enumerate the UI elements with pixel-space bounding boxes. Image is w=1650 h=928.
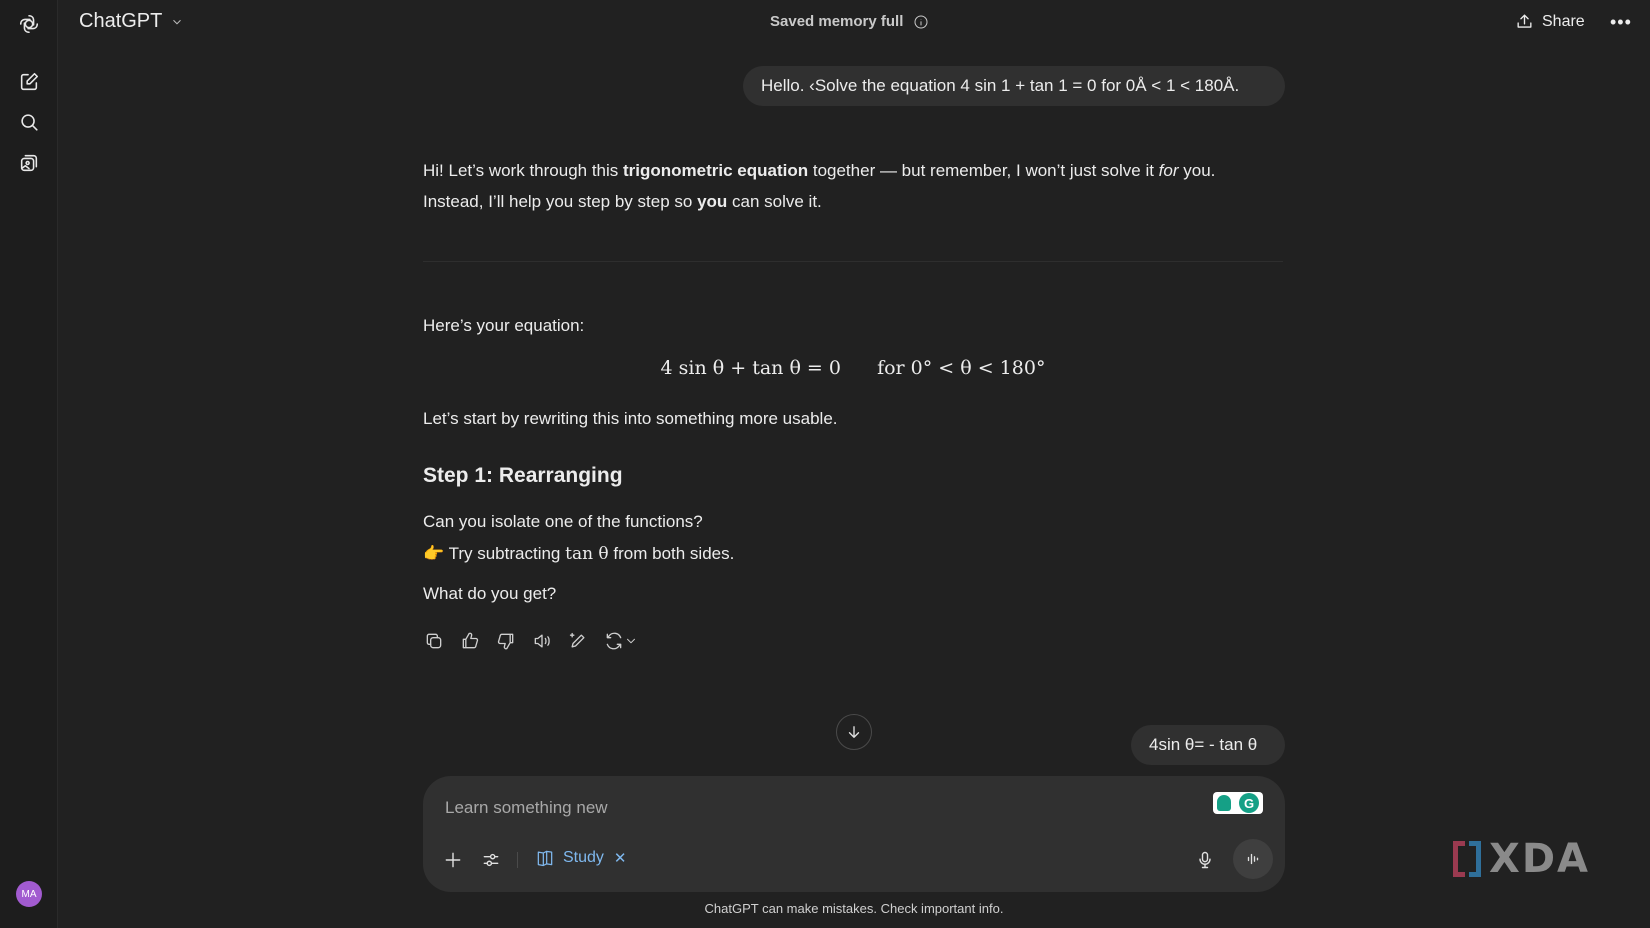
sidebar-rail	[0, 0, 58, 928]
prompt-input[interactable]	[445, 790, 1125, 826]
model-label: ChatGPT	[79, 10, 163, 32]
book-icon	[535, 848, 555, 868]
refresh-icon	[604, 631, 624, 651]
share-button[interactable]	[1515, 12, 1585, 31]
equation-condition: for 0° < θ < 180°	[877, 357, 1046, 379]
memory-status-label: Saved memory full	[770, 13, 904, 30]
chevron-down-icon	[170, 15, 184, 29]
dictate-button[interactable]	[1193, 848, 1217, 872]
tools-button[interactable]	[479, 848, 503, 872]
edit-in-canvas-button[interactable]	[567, 630, 589, 652]
composer	[423, 776, 1285, 892]
share-icon	[1515, 12, 1534, 31]
add-attachment-button[interactable]	[441, 848, 465, 872]
hint-line: 👉 Try subtracting tan θ from both sides.	[423, 544, 735, 564]
assistant-intro-line-2: Instead, I’ll help you step by step so you can solve it.	[423, 192, 822, 211]
watermark-text: XDA	[1489, 836, 1590, 882]
thumbs-down-icon	[496, 631, 516, 651]
waveform-icon	[1244, 850, 1262, 868]
equation-lhs: 4 sin θ + tan θ = 0	[660, 357, 841, 379]
step-question: Can you isolate one of the functions?	[423, 512, 703, 531]
assistant-intro-line-1: Hi! Let’s work through this trigonometric equation together — but remember, I won’t just solve it for you.	[423, 161, 1216, 180]
grammarly-icon: G	[1239, 793, 1259, 813]
message-actions	[423, 630, 639, 652]
study-mode-chip[interactable]	[535, 848, 627, 868]
memory-status	[770, 13, 929, 30]
xda-watermark	[1453, 836, 1590, 882]
microphone-icon	[1195, 850, 1215, 870]
step-heading: Step 1: Rearranging	[423, 464, 623, 487]
disclaimer: ChatGPT can make mistakes. Check important info.	[704, 901, 1004, 916]
lightbulb-icon	[1217, 795, 1231, 811]
hint-math: tan θ	[565, 544, 609, 564]
equation-lead: Here’s your equation:	[423, 316, 585, 335]
study-label: Study	[563, 849, 604, 866]
user-message	[743, 66, 1285, 106]
info-icon[interactable]	[913, 14, 929, 30]
thumbs-down-button[interactable]	[495, 630, 517, 652]
grammarly-widget[interactable]	[1213, 792, 1263, 814]
equation-display	[423, 357, 1283, 379]
closing-question: What do you get?	[423, 584, 557, 603]
user-message	[1131, 725, 1285, 765]
speaker-icon	[532, 631, 552, 651]
new-chat-icon[interactable]	[17, 70, 41, 94]
more-options-button[interactable]: •••	[1610, 12, 1632, 32]
bracket-left-icon	[1453, 841, 1465, 877]
pencil-sparkle-icon	[568, 631, 588, 651]
bracket-right-icon	[1469, 841, 1481, 877]
pointing-hand-icon: 👉	[423, 544, 445, 563]
arrow-down-icon	[845, 723, 863, 741]
regenerate-button[interactable]	[603, 630, 639, 652]
copy-button[interactable]	[423, 630, 445, 652]
sliders-icon	[481, 850, 501, 870]
avatar-initials: MA	[21, 888, 37, 900]
divider	[423, 261, 1283, 262]
share-label: Share	[1542, 12, 1585, 30]
user-message-text: 4sin θ= - tan θ	[1149, 735, 1258, 754]
rewrite-text: Let’s start by rewriting this into something more usable.	[423, 409, 838, 428]
assistant-intro	[423, 155, 1283, 217]
openai-logo-icon[interactable]	[17, 12, 41, 36]
voice-mode-button[interactable]	[1233, 839, 1273, 879]
divider	[517, 852, 518, 868]
scroll-to-bottom-button[interactable]	[836, 714, 872, 750]
avatar[interactable]	[16, 881, 42, 907]
copy-icon	[424, 631, 444, 651]
user-message-text: Hello. ‹Solve the equation 4 sin 1 + tan 1 = 0 for 0Å < 1 < 180Å.	[761, 76, 1240, 95]
read-aloud-button[interactable]	[531, 630, 553, 652]
remove-study-button[interactable]: ✕	[613, 850, 627, 867]
chevron-down-icon	[624, 634, 638, 648]
images-icon[interactable]	[17, 151, 41, 175]
search-icon[interactable]	[17, 110, 41, 134]
model-selector[interactable]	[79, 10, 184, 33]
plus-icon	[443, 850, 463, 870]
thumbs-up-button[interactable]	[459, 630, 481, 652]
thumbs-up-icon	[460, 631, 480, 651]
